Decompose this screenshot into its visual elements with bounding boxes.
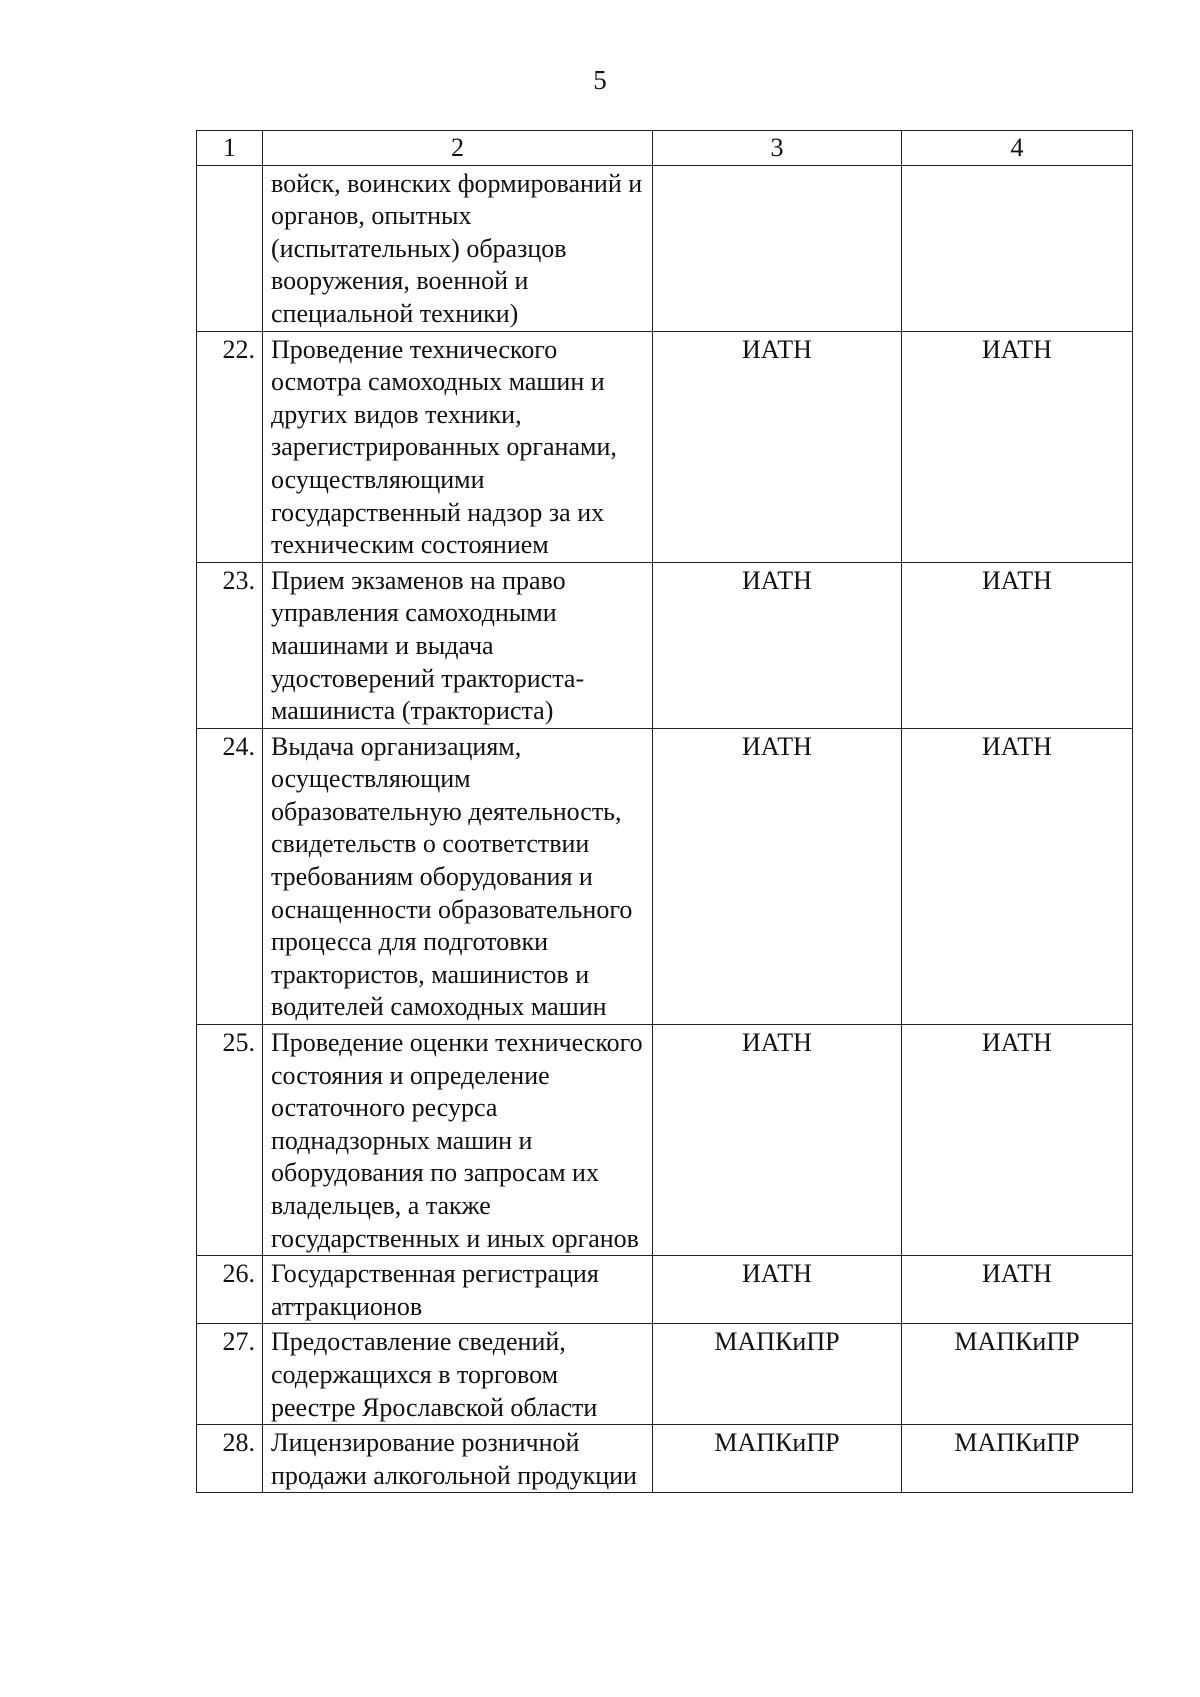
row-col3: ИАТН (653, 1025, 902, 1256)
row-col3 (653, 165, 902, 331)
row-col4: ИАТН (902, 728, 1133, 1024)
table-row (197, 1025, 1133, 1256)
row-number: 23. (197, 562, 263, 728)
row-number: 27. (197, 1324, 263, 1425)
table-row (197, 1256, 1133, 1324)
column-header-4: 4 (902, 131, 1133, 166)
row-col3: МАПКиПР (653, 1324, 902, 1425)
row-col4: ИАТН (902, 562, 1133, 728)
table-row (197, 1324, 1133, 1425)
services-table (196, 130, 1133, 1493)
row-number: 26. (197, 1256, 263, 1324)
row-col4: МАПКиПР (902, 1324, 1133, 1425)
row-number: 25. (197, 1025, 263, 1256)
row-col3: МАПКиПР (653, 1425, 902, 1493)
column-header-1: 1 (197, 131, 263, 166)
table-row (197, 1425, 1133, 1493)
row-number: 28. (197, 1425, 263, 1493)
row-description: Проведение оценки технического состояния и определение остаточного ресурса поднадзорных машин и оборудования по запросам их владельцев, а также государственных и иных органов (263, 1025, 653, 1256)
row-col4: ИАТН (902, 1025, 1133, 1256)
table-row (197, 165, 1133, 331)
row-col3: ИАТН (653, 728, 902, 1024)
row-description: Выдача организациям, осуществляющим образовательную деятельность, свидетельств о соответствии требованиям оборудования и оснащенности образовательного процесса для подготовки трактористов, машинистов и водителей самоходных машин (263, 728, 653, 1024)
row-number: 22. (197, 331, 263, 562)
table-row (197, 562, 1133, 728)
table-row (197, 331, 1133, 562)
row-number (197, 165, 263, 331)
table-header-row (197, 131, 1133, 166)
table-row (197, 728, 1133, 1024)
row-description: Предоставление сведений, содержащихся в торговом реестре Ярославской области (263, 1324, 653, 1425)
page-number: 5 (593, 65, 607, 95)
column-header-2: 2 (263, 131, 653, 166)
row-col3: ИАТН (653, 562, 902, 728)
row-col3: ИАТН (653, 1256, 902, 1324)
row-col4: ИАТН (902, 331, 1133, 562)
row-description: Государственная регистрация аттракционов (263, 1256, 653, 1324)
row-description: Проведение технического осмотра самоходных машин и других видов техники, зарегистрированных органами, осуществляющими государственный надзор за их техническим состоянием (263, 331, 653, 562)
row-description: войск, воинских формирований и органов, опытных (испытательных) образцов вооружения, военной и специальной техники) (263, 165, 653, 331)
row-number: 24. (197, 728, 263, 1024)
column-header-3: 3 (653, 131, 902, 166)
row-col4: МАПКиПР (902, 1425, 1133, 1493)
row-col3: ИАТН (653, 331, 902, 562)
row-col4 (902, 165, 1133, 331)
row-description: Лицензирование розничной продажи алкогольной продукции (263, 1425, 653, 1493)
row-col4: ИАТН (902, 1256, 1133, 1324)
row-description: Прием экзаменов на право управления самоходными машинами и выдача удостоверений тракториста-машиниста (тракториста) (263, 562, 653, 728)
